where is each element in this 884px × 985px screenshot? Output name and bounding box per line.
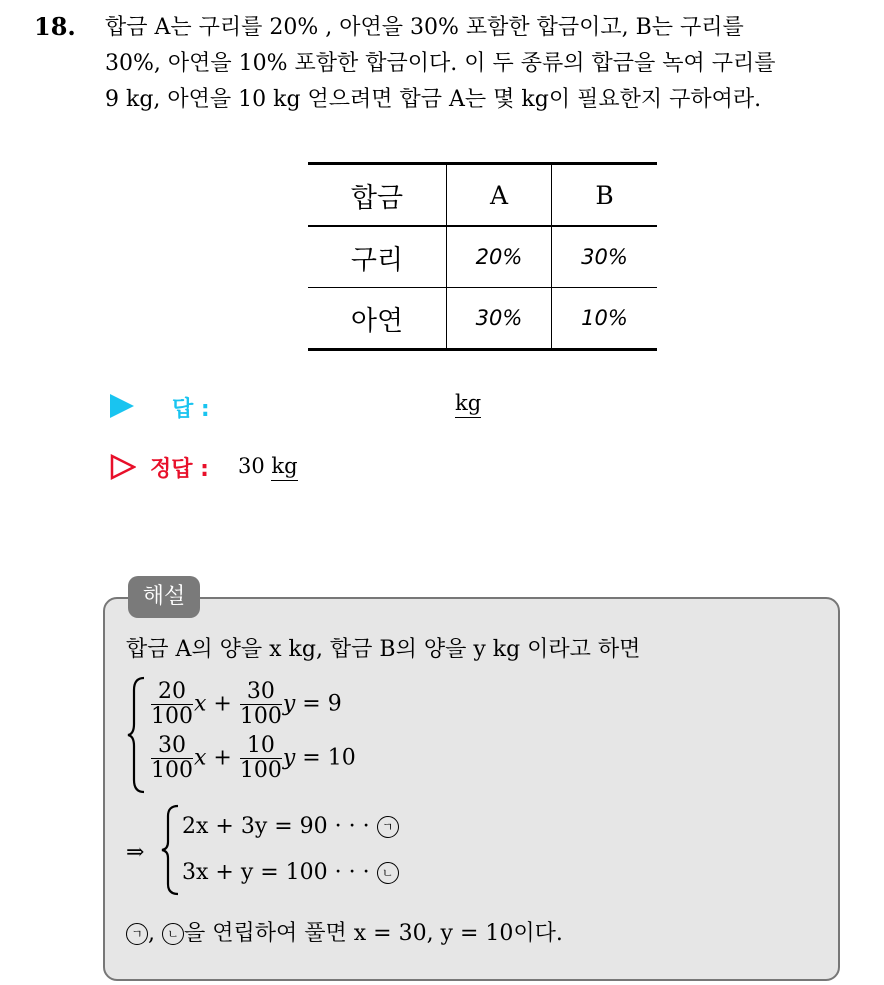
implies-arrow: ⇒ (126, 840, 145, 865)
table-header-cell: A (447, 164, 552, 227)
equation-1: $\frac{20}{100}$ x + $\frac{30}{100}$ y = 9 (151, 679, 342, 729)
question-number: 18. (34, 12, 76, 41)
fraction: $\frac{30}{100}$ (151, 733, 193, 783)
correct-value-group (238, 454, 298, 478)
correct-unit: kg (271, 454, 297, 481)
table-header-cell: 합금 (308, 164, 447, 227)
table-cell: 10% (552, 288, 658, 350)
correct-value: 30 (238, 454, 265, 478)
fraction: $\frac{20}{100}$ (151, 679, 193, 729)
table-header-row (308, 164, 657, 227)
equation-rhs: = 10 (302, 745, 356, 771)
answer-arrow-icon (110, 394, 134, 418)
equation-rhs: = 9 (302, 691, 342, 717)
left-brace-icon (126, 676, 148, 794)
question-line: 9 kg, 아연을 10 kg 얻으려면 합금 A는 몇 kg이 필요한지 구하여라. (105, 87, 762, 112)
table-cell: 아연 (308, 288, 447, 350)
table-cell: 30% (552, 226, 658, 288)
answer-blank[interactable] (455, 391, 481, 415)
question-line: 합금 A는 구리를 20% , 아연을 30% 포함한 합금이고, B는 구리를 (105, 15, 744, 40)
table-header-cell: B (552, 164, 658, 227)
circled-marker-2: ㄴ (162, 923, 184, 945)
table-row (308, 288, 657, 350)
circled-marker-1: ㄱ (126, 923, 148, 945)
answer-label: 답 : (172, 397, 210, 422)
fraction: $\frac{10}{100}$ (239, 733, 282, 783)
left-brace-icon (160, 804, 182, 896)
explanation-tag: 해설 (128, 576, 200, 618)
circled-marker-2: ㄴ (377, 862, 399, 884)
fraction: $\frac{30}{100}$ (239, 679, 282, 729)
equation-2: $\frac{30}{100}$ x + $\frac{10}{100}$ y = 10 (151, 733, 356, 783)
question-text (105, 10, 865, 118)
answer-unit: kg (455, 391, 481, 418)
question-line: 30%, 아연을 10% 포함한 합금이다. 이 두 종류의 합금을 녹여 구리를 (105, 51, 776, 76)
table-cell: 20% (447, 226, 552, 288)
table-cell: 30% (447, 288, 552, 350)
table-row (308, 226, 657, 288)
system-eq-1: 2x + 3y = 90 · · · ㄱ (182, 814, 399, 839)
circled-marker-1: ㄱ (377, 816, 399, 838)
alloy-table (308, 162, 657, 351)
system-eq-2: 3x + y = 100 · · · ㄴ (182, 860, 399, 885)
explanation-intro: 합금 A의 양을 x kg, 합금 B의 양을 y kg 이라고 하면 (126, 637, 641, 662)
table-cell: 구리 (308, 226, 447, 288)
correct-label: 정답 : (150, 457, 209, 482)
conclusion: ㄱ , ㄴ 을 연립하여 풀면 x = 30, y = 10이다. (126, 916, 563, 947)
correct-arrow-icon (110, 454, 136, 480)
